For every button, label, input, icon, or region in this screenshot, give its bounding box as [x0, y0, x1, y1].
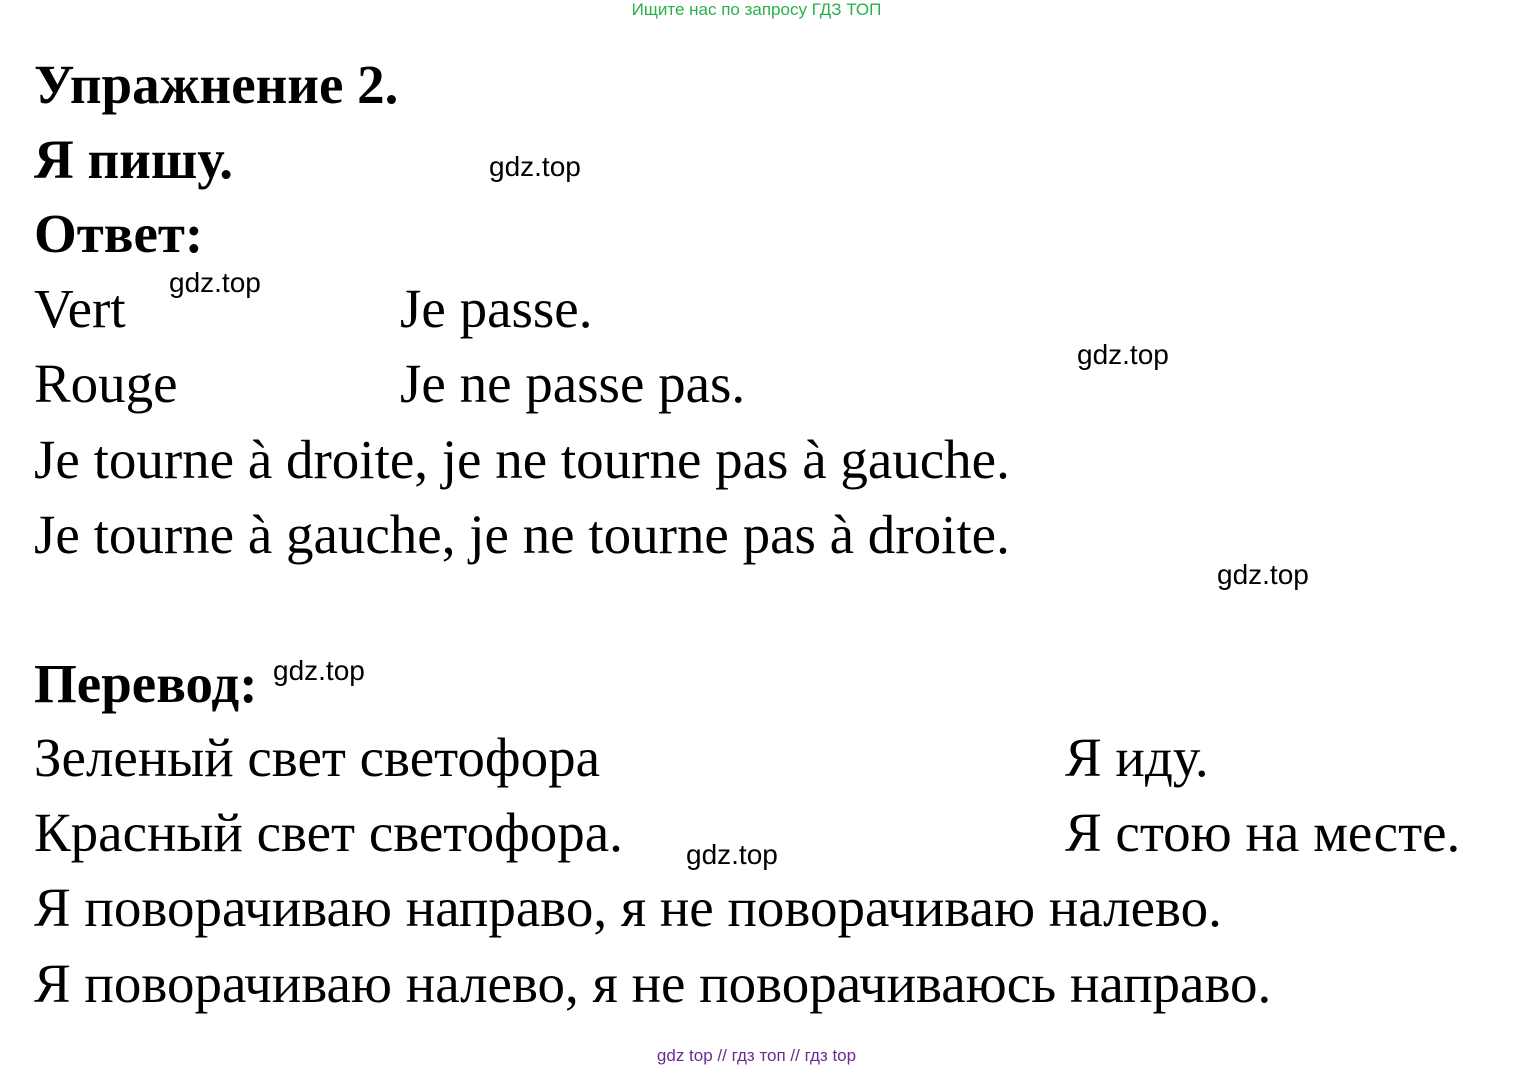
watermark: gdz.top: [489, 151, 581, 182]
translation-line: Я поворачиваю налево, я не поворачиваюсь направо.: [34, 953, 1272, 1014]
watermark: gdz.top: [169, 267, 261, 298]
answer-row-left: Rouge: [34, 353, 178, 414]
watermark: gdz.top: [273, 655, 365, 686]
watermark: gdz.top: [1217, 559, 1309, 590]
top-banner: Ищите нас по запросу ГДЗ ТОП: [631, 0, 882, 19]
translation-label: Перевод:: [34, 653, 258, 714]
translation-row-right: Я стою на месте.: [1065, 802, 1461, 863]
translation-line: Я поворачиваю направо, я не поворачиваю налево.: [34, 877, 1222, 938]
footer-watermark: gdz top // гдз топ // гдз top: [656, 1046, 857, 1065]
answer-line: Je tourne à gauche, je ne tourne pas à droite.: [34, 504, 1010, 565]
answer-row-right: Je ne passe pas.: [400, 353, 746, 414]
answer-row-left: Vert: [34, 278, 126, 339]
translation-row-right: Я иду.: [1065, 727, 1209, 788]
translation-row-left: Зеленый свет светофора: [34, 727, 600, 788]
answer-line: Je tourne à droite, je ne tourne pas à gauche.: [34, 429, 1010, 490]
translation-row-left: Красный свет светофора.: [34, 802, 623, 863]
answer-row-right: Je passe.: [400, 278, 593, 339]
answer-label: Ответ:: [34, 203, 204, 264]
exercise-title: Упражнение 2.: [34, 54, 399, 115]
watermark: gdz.top: [1077, 339, 1169, 370]
watermark: gdz.top: [686, 839, 778, 870]
exercise-subtitle: Я пишу.: [34, 129, 234, 190]
